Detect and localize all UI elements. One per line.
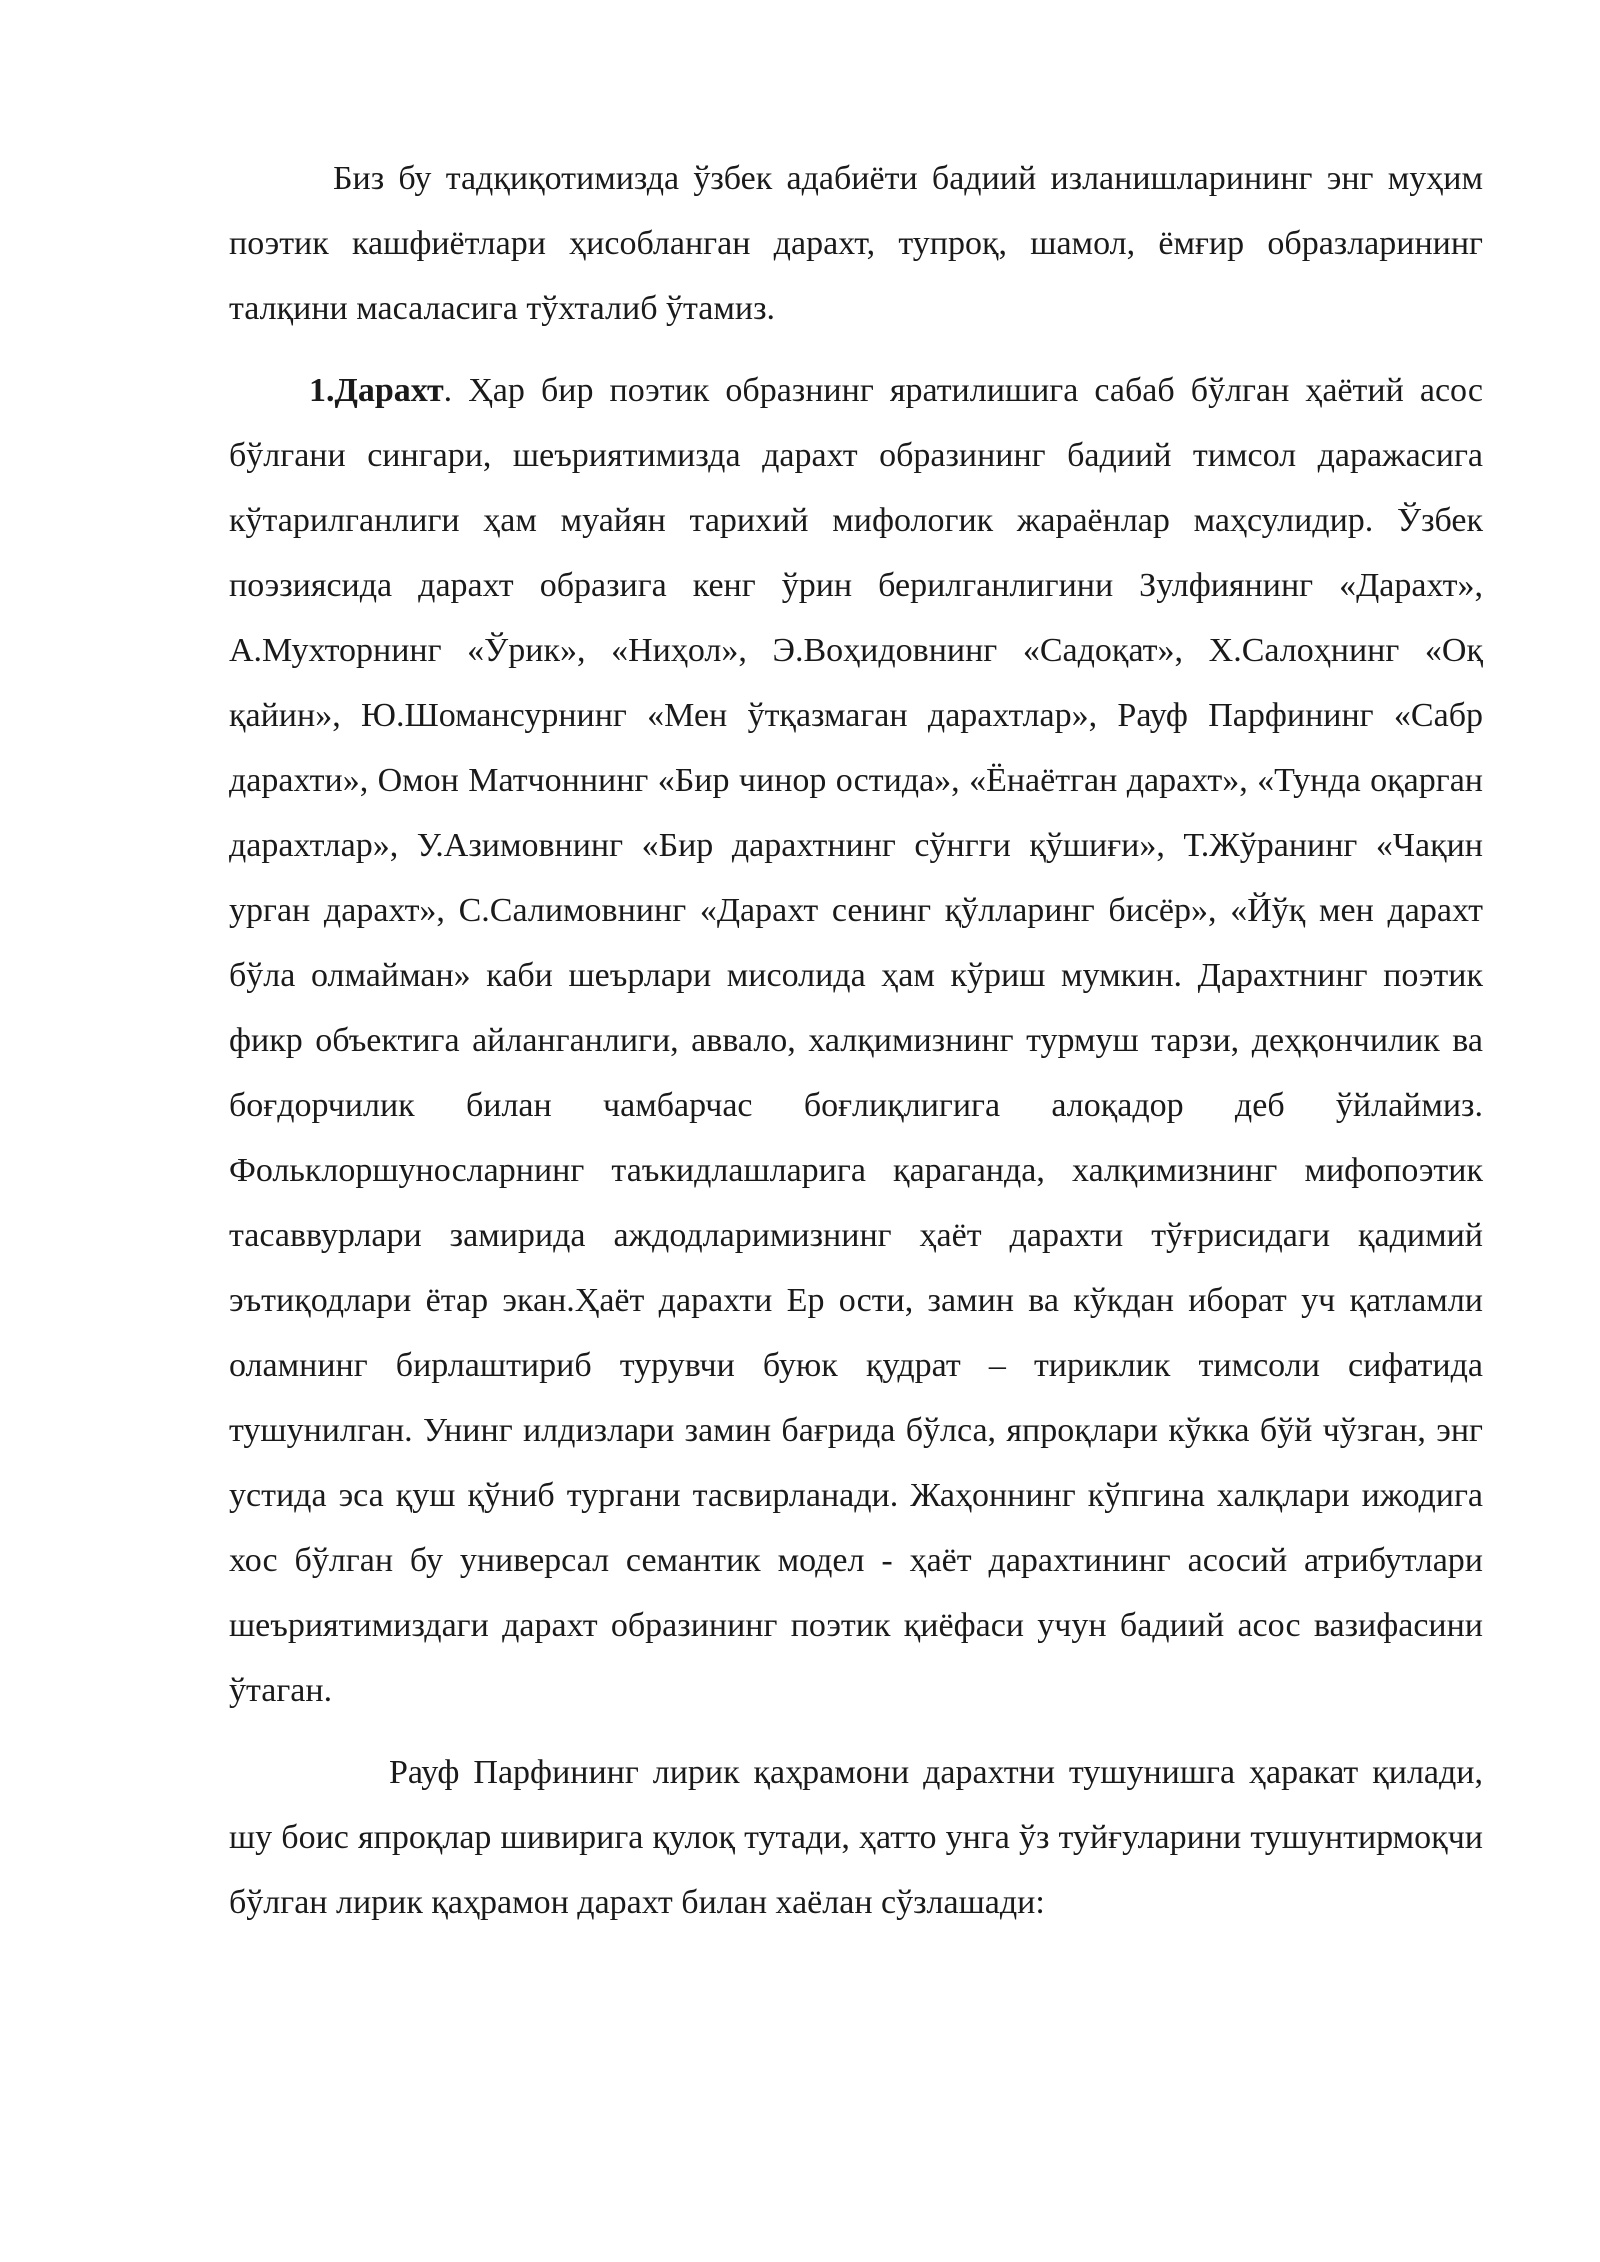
paragraph-intro [229, 146, 1483, 341]
document-body [229, 146, 1483, 1935]
paragraph-rauf-parfi-text: Рауф Парфининг лирик қаҳрамони дарахтни тушунишга ҳаракат қилади, шу боис япроқлар шивирига қулоқ тутади, ҳатто унга ўз туйғуларини тушунтирмоқчи бўлган лирик қаҳрамон дарахт билан хаёлан сўзлашади: [229, 1754, 1483, 1921]
section-heading-tree: 1.Дарахт [309, 372, 444, 409]
paragraph-tree [229, 358, 1483, 1723]
paragraph-tree-text: . Ҳар бир поэтик образнинг яратилишига сабаб бўлган ҳаётий асос бўлгани сингари, шеъриятимизда дарахт образининг бадиий тимсол даражасига кўтарилганлиги ҳам муайян тарихий мифологик жараёнлар маҳсулидир. Ўзбек поэзиясида дарахт образига кенг ўрин берилганлигини Зулфиянинг «Дарахт», А.Мухторнинг «Ўрик», «Ниҳол», Э.Воҳидовнинг «Садоқат», Х.Салоҳнинг «Оқ қайин», Ю.Шомансурнинг «Мен ўтқазмаган дарахтлар», Рауф Парфининг «Сабр дарахти», Омон Матчоннинг «Бир чинор остида», «Ёнаётган дарахт», «Тунда оқарган дарахтлар», У.Азимовнинг «Бир дарахтнинг сўнгги қўшиғи», Т.Жўранинг «Чақин урган дарахт», С.Салимовнинг «Дарахт сенинг қўлларинг бисёр», «Йўқ мен дарахт бўла олмайман» каби шеърлари мисолида ҳам кўриш мумкин. Дарахтнинг поэтик фикр объектига айланганлиги, аввало, халқимизнинг турмуш тарзи, деҳқончилик ва боғдорчилик билан чамбарчас боғлиқлигига алоқадор деб ўйлаймиз. Фольклоршуносларнинг таъкидлашларига қараганда, халқимизнинг мифопоэтик тасаввурлари замирида аждодларимизнинг ҳаёт дарахти тўғрисидаги қадимий эътиқодлари ётар экан.Ҳаёт дарахти Ер ости, замин ва кўкдан иборат уч қатламли оламнинг бирлаштириб турувчи буюк қудрат – тириклик тимсоли сифатида тушунилган. Унинг илдизлари замин бағрида бўлса, япроқлари кўкка бўй чўзган, энг устида эса қуш қўниб тургани тасвирланади. Жаҳоннинг кўпгина халқлари ижодига хос бўлган бу универсал семантик модел - ҳаёт дарахтининг асосий атрибутлари шеъриятимиздаги дарахт образининг поэтик қиёфаси учун бадиий асос вазифасини ўтаган. [229, 372, 1483, 1709]
paragraph-rauf-parfi [229, 1740, 1483, 1935]
paragraph-intro-text: Биз бу тадқиқотимизда ўзбек адабиёти бадиий изланишларининг энг муҳим поэтик кашфиётлари ҳисобланган дарахт, тупроқ, шамол, ёмғир образларининг талқини масаласига тўхталиб ўтамиз. [229, 160, 1483, 327]
